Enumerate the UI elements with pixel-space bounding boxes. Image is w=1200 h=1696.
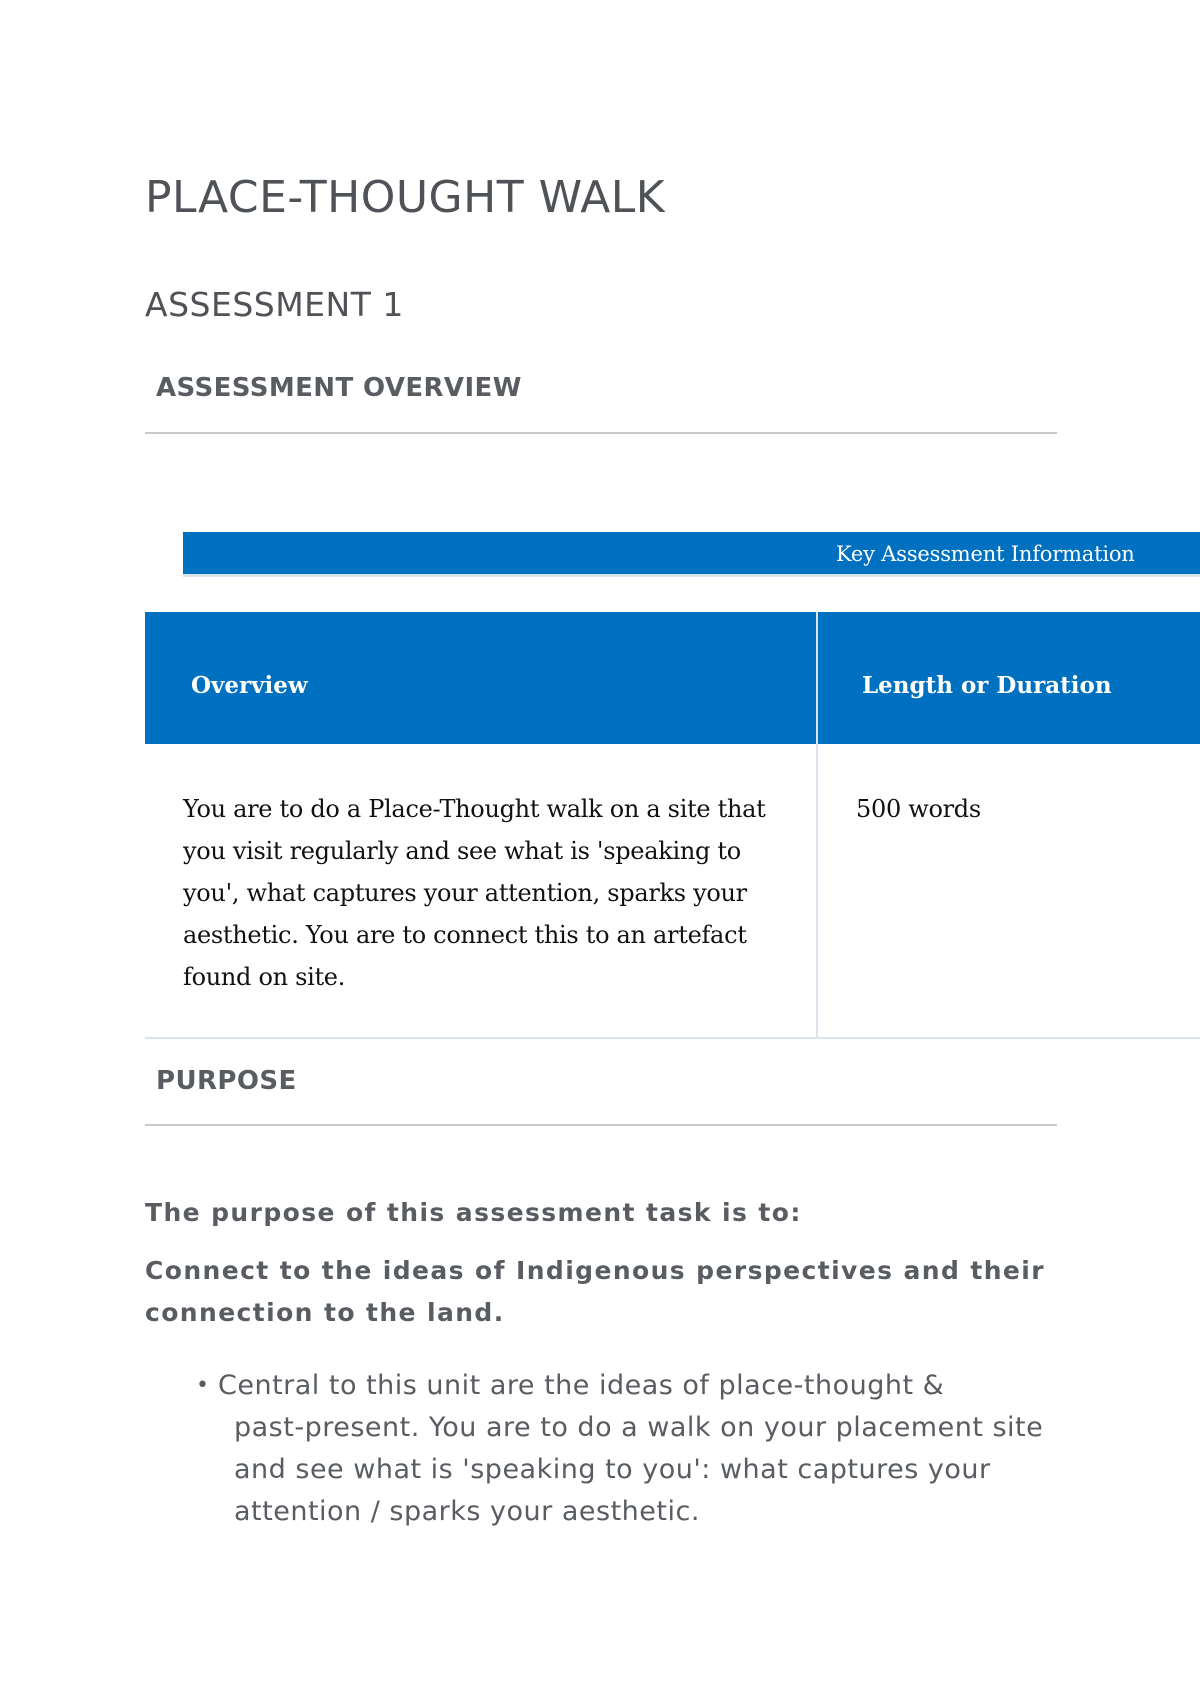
key-assessment-information-label: Key Assessment Information (836, 542, 1135, 566)
table-header-length: Length or Duration (818, 612, 1200, 744)
page-subtitle: ASSESSMENT 1 (145, 285, 404, 324)
table-bottom-border (145, 1037, 1200, 1039)
key-assessment-information-bar (183, 532, 1200, 577)
table-header-overview: Overview (145, 612, 816, 744)
table-column-divider (816, 612, 818, 1039)
assessment-table (145, 612, 1200, 1039)
section-divider (145, 1124, 1057, 1126)
purpose-statement: Connect to the ideas of Indigenous perspectives and their connection to the land. (145, 1256, 1045, 1327)
table-cell-length: 500 words (856, 795, 981, 823)
bullet-text-first-line: Central to this unit are the ideas of place-thought & (218, 1370, 945, 1401)
purpose-intro: The purpose of this assessment task is to: (145, 1198, 802, 1227)
purpose-bullet-list (196, 1365, 1056, 1533)
section-divider (145, 432, 1057, 434)
bullet-text-continuation: past-present. You are to do a walk on your placement site and see what is 'speaking to you': what captures your attention / sparks your aesthetic. (234, 1412, 1044, 1527)
table-cell-overview: You are to do a Place-Thought walk on a site that you visit regularly and see what is 'speaking to you', what captures your attention, sparks your aesthetic. You are to connect this to an artefact found on site. (183, 795, 766, 991)
bullet-icon: • (196, 1373, 210, 1398)
assessment-overview-heading: ASSESSMENT OVERVIEW (156, 373, 522, 403)
purpose-heading: PURPOSE (156, 1066, 297, 1096)
list-item (196, 1365, 1056, 1533)
page-title: PLACE-THOUGHT WALK (145, 172, 666, 223)
